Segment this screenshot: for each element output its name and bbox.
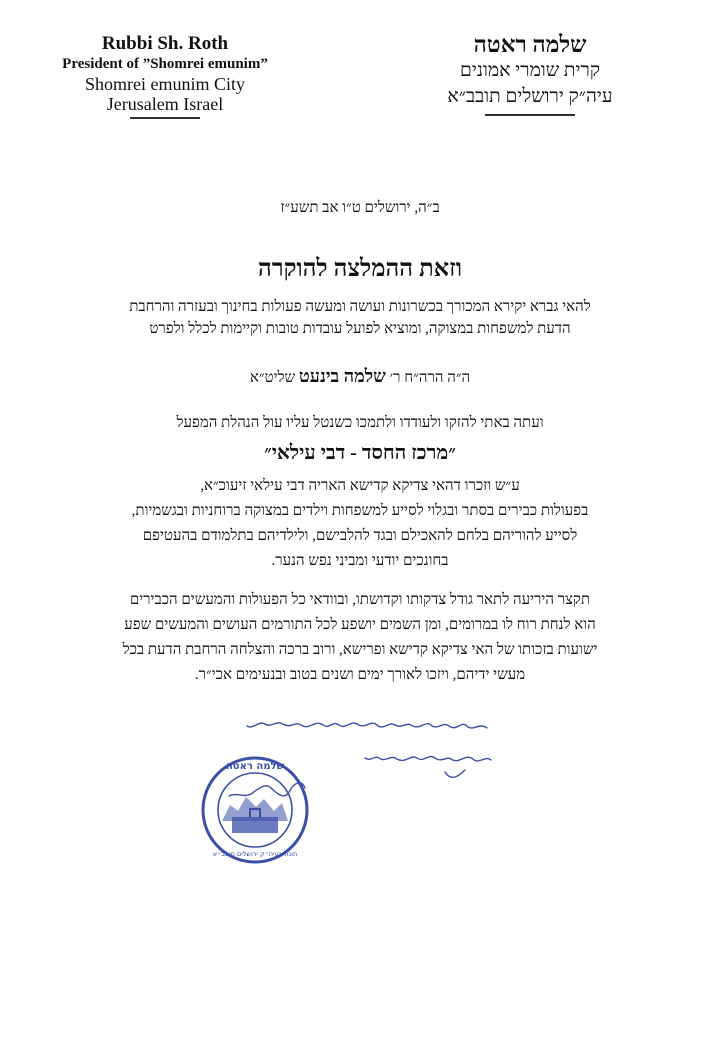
description-line: לסייע להוריהם בלחם להאכילם ובגד להלבישם, ולילדיהם בתלמודם בהעטיפם [142,528,578,544]
closing-line: ישועות בזכותו של האי צדיקא קדישא ופרישא, ורוב ברכה והצלחה הרחבת הדעת בכל [122,642,598,658]
description-line: בחונכים יודעי ומביני נפש הנער. [271,553,449,569]
svg-text:שלמה ראטה: שלמה ראטה [225,761,285,772]
header-divider-en [130,117,200,119]
letterhead-english [40,34,290,119]
honoree-line [0,366,720,387]
description-line: ע״ש וזכרו דהאי צדיקא קדישא האריה דבי עילאי זיעוכ״א, [200,478,520,494]
appointment-text: ועתה באתי להזקו ולעודדו ולתמכו כשנטל עליו עול הנהלת המפעל [176,415,544,431]
sender-name-he: שלמה ראטה [473,32,587,57]
sender-city-en: Shomrei emunim City [85,74,245,94]
sender-location-he: עיה״ק ירושלים תובב״א [447,86,613,107]
letter-heading: וזאת ההמלצה להוקרה [258,256,462,282]
closing-line: מעשי ידיהם, ויזכו לאורך ימים ושנים בטוב ובנעימים אכי״ר. [194,667,526,683]
letter-date: ב״ה, ירושלים ט״ו אב תשע״ז [280,200,440,216]
intro-paragraph [30,296,690,340]
organization-name: ״מרכז החסד - דבי עילאי״ [264,442,456,464]
closing-paragraph [30,588,690,688]
sender-title-en: President of ”Shomrei emunim” [62,56,268,72]
honoree-suffix: שליט״א [249,370,296,386]
header-divider-he [485,114,575,116]
appointment-line [30,412,690,434]
intro-line: הדעת למשפחות במצוקה, ומוציא לפועל עובדות טובות וקיימות לכלל ולפרט [149,321,571,337]
sender-location-en: Jerusalem Israel [106,94,224,114]
sender-city-he: קרית שומרי אמונים [459,60,600,81]
letterhead-hebrew [380,32,680,116]
closing-line: הוא לנחת רוח לו במרומים, ומן השמים יושפע לכל התורמים העושים והמעשים שפע [124,617,596,633]
description-paragraph [30,474,690,574]
sender-name-en: Rubbi Sh. Roth [101,33,229,54]
description-line: בפעולות כבירים בסתר ובגלוי לסייע למשפחות וילדים במצוקה ברוחניות ובגשמיות, [131,503,589,519]
stamp-seal [200,755,310,865]
honoree-prefix: ה״ה הרה״ח ר׳ [389,370,471,386]
intro-line: להאי גברא יקירא המכורך בכשרונות ועושה ומעשה פעולות בחינוך ובעזרה והרחבת [129,299,591,315]
closing-line: תקצר היריעה לתאר גודל צדקותו וקדושתו, ובוודאי כל הפעולות והמעשים הכבירים [129,592,591,608]
honoree-name: שלמה בינעט [298,366,386,386]
svg-text:חונה בעיה״ק ירושלים תובב״א: חונה בעיה״ק ירושלים תובב״א [212,850,298,858]
